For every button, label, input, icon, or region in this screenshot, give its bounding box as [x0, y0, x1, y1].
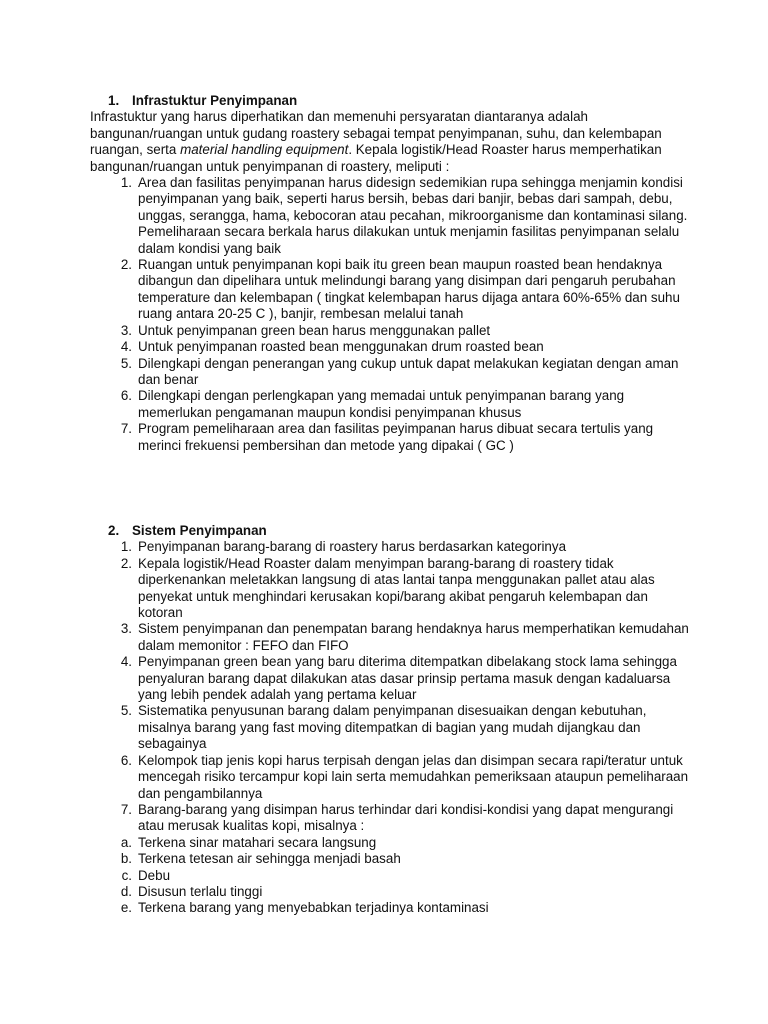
- item-letter: e.: [120, 900, 132, 916]
- item-text: Terkena sinar matahari secara langsung: [138, 834, 377, 850]
- section-number: 2.: [108, 523, 120, 538]
- item-letter: b.: [120, 851, 132, 867]
- list-item: [90, 356, 690, 389]
- list-item: [90, 802, 690, 835]
- item-number: 5.: [120, 355, 132, 371]
- item-number: 4.: [120, 339, 132, 355]
- intro-text-part2: . Kepala logistik/Head Roaster harus memperhatikan bangunan/ruangan untuk penyimpanan di roastery, meliputi :: [90, 142, 662, 174]
- section-heading: [90, 93, 690, 109]
- item-letter: c.: [121, 867, 132, 883]
- item-number: 1.: [120, 539, 132, 555]
- item-text: Dilengkapi dengan penerangan yang cukup untuk dapat melakukan kegiatan dengan aman dan benar: [138, 355, 679, 387]
- section-number: 1.: [108, 93, 120, 108]
- item-text: Ruangan untuk penyimpanan kopi baik itu green bean maupun roasted bean hendaknya dibangun dan dipelihara untuk melindungi barang yang disimpan dari pengaruh perubahan temperature dan kelembapan ( tingkat kelembapan harus dijaga antara 60%-65% dan suhu ruang antara 20-25 C ), banjir, rembesan melalui tanah: [138, 257, 680, 322]
- infrastruktur-list: [90, 175, 690, 454]
- item-number: 6.: [120, 752, 132, 768]
- item-text: Penyimpanan green bean yang baru diterima ditempatkan dibelakang stock lama sehingga penyaluran barang dapat dilakukan atas dasar prinsip pertama masuk dengan kadaluarsa yang lebih pendek adalah yang pertama keluar: [138, 654, 677, 703]
- sistem-list: [90, 539, 690, 916]
- section-infrastruktur: [90, 93, 690, 454]
- item-text: Debu: [138, 867, 171, 883]
- item-number: 3.: [120, 621, 132, 637]
- list-item: [90, 654, 690, 703]
- sub-list-item: [90, 884, 690, 900]
- sub-list-item: [90, 900, 690, 916]
- list-item: [90, 339, 690, 355]
- item-text: Program pemeliharaan area dan fasilitas peyimpanan harus dibuat secara tertulis yang merinci frekuensi pembersihan dan metode yang dipakai ( GC ): [138, 421, 654, 453]
- item-text: Sistem penyimpanan dan penempatan barang hendaknya harus memperhatikan kemudahan dalam memonitor : FEFO dan FIFO: [138, 621, 689, 653]
- list-item: [90, 621, 690, 654]
- item-letter: a.: [120, 834, 132, 850]
- item-number: 3.: [120, 322, 132, 338]
- list-item: [90, 556, 690, 622]
- item-number: 7.: [120, 801, 132, 817]
- item-number: 4.: [120, 654, 132, 670]
- item-text: Disusun terlalu tinggi: [138, 883, 263, 899]
- item-text: Kelompok tiap jenis kopi harus terpisah dengan jelas dan disimpan secara rapi/teratur untuk mencegah risiko tercampur kopi lain serta memudahkan pemeriksaan ataupun pemeliharaan dan pengambilannya: [138, 752, 689, 801]
- list-item: [90, 323, 690, 339]
- item-text: Sistematika penyusunan barang dalam penyimpanan disesuaikan dengan kebutuhan, misalnya barang yang fast moving ditempatkan di bagian yang mudah dijangkau dan sebagainya: [138, 703, 647, 752]
- section-title: Infrastuktur Penyimpanan: [132, 93, 298, 108]
- item-number: 2.: [120, 555, 132, 571]
- item-text: Penyimpanan barang-barang di roastery harus berdasarkan kategorinya: [138, 539, 567, 555]
- item-number: 1.: [120, 175, 132, 191]
- item-number: 2.: [120, 257, 132, 273]
- item-number: 7.: [120, 421, 132, 437]
- list-item: [90, 539, 690, 555]
- item-text: Kepala logistik/Head Roaster dalam menyimpan barang-barang di roastery tidak diperkenankan meletakkan langsung di atas lantai tanpa menggunakan pallet atau alas penyekat untuk menghindari kerusakan kopi/barang akibat pengaruh kelembapan dan kotoran: [138, 555, 655, 621]
- item-number: 5.: [120, 703, 132, 719]
- sub-list-item: [90, 835, 690, 851]
- sub-list-item: [90, 851, 690, 867]
- item-text: Untuk penyimpanan roasted bean menggunakan drum roasted bean: [138, 339, 544, 355]
- intro-text-part1: Infrastuktur yang harus diperhatikan dan memenuhi persyaratan diantaranya adalah bangunan/ruangan untuk gudang roastery sebagai tempat penyimpanan, suhu, dan kelembapan ruangan, serta: [90, 109, 662, 158]
- list-item: [90, 257, 690, 323]
- section-title: Sistem Penyimpanan: [132, 523, 267, 538]
- sub-list-item: [90, 868, 690, 884]
- section-heading: [90, 523, 690, 539]
- item-text: Untuk penyimpanan green bean harus menggunakan pallet: [138, 322, 491, 338]
- item-text: Terkena tetesan air sehingga menjadi basah: [138, 851, 401, 867]
- item-text: Area dan fasilitas penyimpanan harus didesign sedemikian rupa sehingga menjamin kondisi penyimpanan yang baik, seperti harus bersih, bebas dari banjir, bebas dari sampah, debu, unggas, serangga, hama, kebocoran atau pecahan, mikroorganisme dan kontaminasi silang. Pemeliharaan secara berkala harus dilakukan untuk menjamin fasilitas penyimpanan selalu dalam kondisi yang baik: [138, 175, 688, 256]
- intro-emphasis: material handling equipment: [180, 142, 349, 158]
- section-intro: [90, 109, 690, 175]
- item-text: Dilengkapi dengan perlengkapan yang memadai untuk penyimpanan barang yang memerlukan pengamanan maupun kondisi penyimpanan khusus: [138, 388, 625, 420]
- list-item: [90, 421, 690, 454]
- section-sistem-penyimpanan: [90, 523, 690, 917]
- item-number: 6.: [120, 388, 132, 404]
- list-item: [90, 753, 690, 802]
- item-text: Barang-barang yang disimpan harus terhindar dari kondisi-kondisi yang dapat mengurangi atau merusak kualitas kopi, misalnya :: [138, 801, 674, 834]
- list-item: [90, 703, 690, 752]
- item-letter: d.: [120, 883, 132, 899]
- list-item: [90, 388, 690, 421]
- item-text: Terkena barang yang menyebabkan terjadinya kontaminasi: [138, 900, 489, 916]
- list-item: [90, 175, 690, 257]
